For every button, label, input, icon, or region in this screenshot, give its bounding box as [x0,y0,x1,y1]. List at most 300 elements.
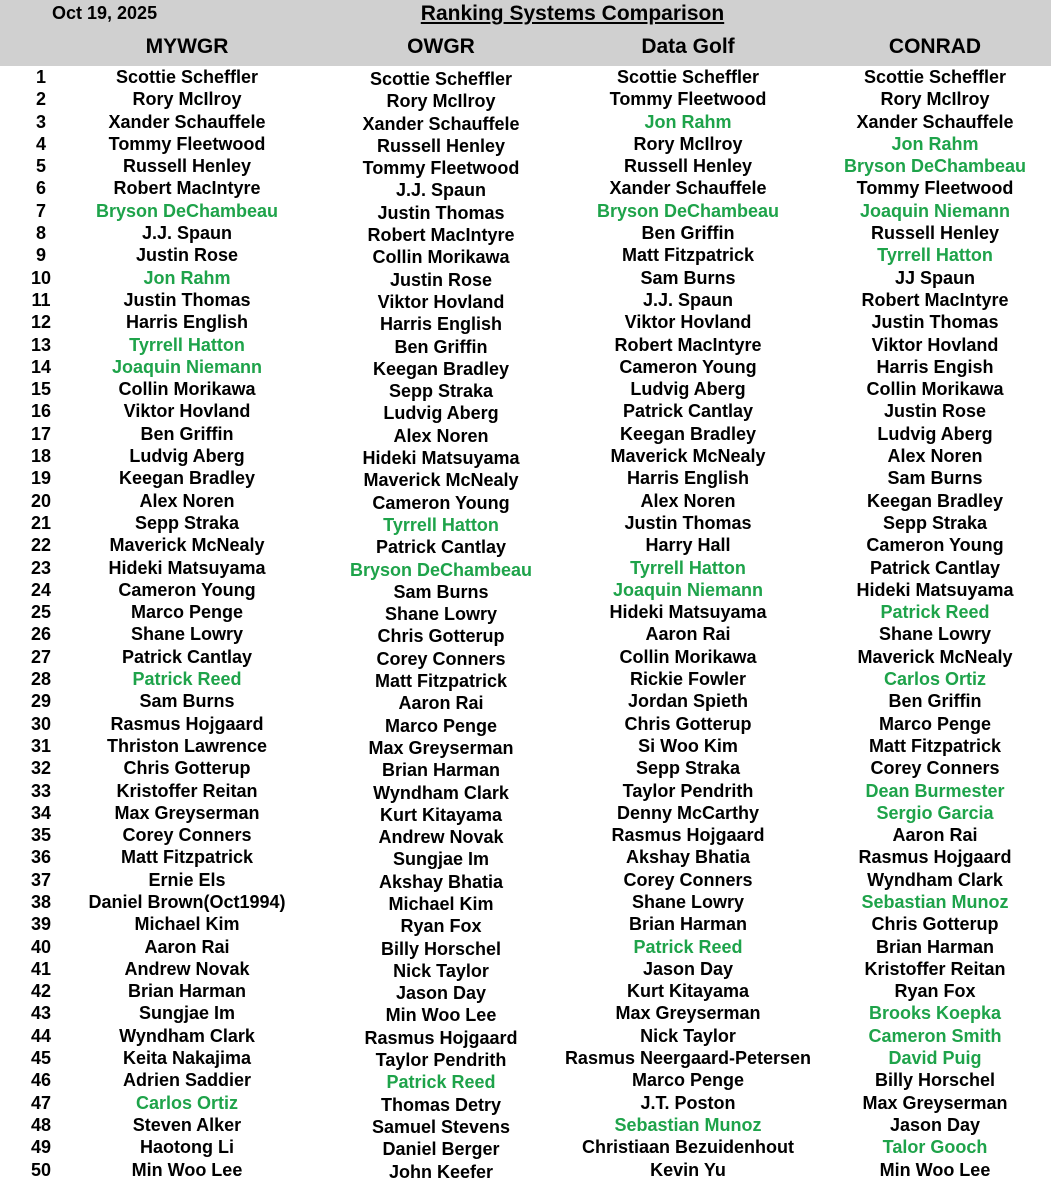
table-row [0,1025,1051,1047]
rank-number: 3 [35,111,46,132]
owgr-player-name: Akshay Bhatia [378,871,504,892]
datagolf-player-name: Xander Schauffele [609,178,767,199]
owgr-player-name: Bryson DeChambeau [349,559,533,580]
mywgr-player-name: Sam Burns [139,691,235,712]
column-header-datagolf: Data Golf [641,35,735,58]
date-label: Oct 19, 2025 [52,3,158,23]
rank-number: 20 [30,490,52,511]
column-header-conrad: CONRAD [888,35,982,58]
table-row [0,735,1051,757]
datagolf-player-name: Tyrrell Hatton [630,557,746,578]
rank-number: 48 [30,1114,52,1135]
owgr-player-name: Thomas Detry [380,1094,502,1115]
owgr-player-name: Daniel Berger [382,1139,500,1160]
table-row [0,1069,1051,1091]
conrad-player-name: Brian Harman [875,936,995,957]
rank-number: 4 [35,133,46,154]
mywgr-player-name: Justin Rose [135,245,239,266]
owgr-player-name: Justin Thomas [377,202,505,223]
mywgr-player-name: Adrien Saddier [122,1070,252,1091]
rank-number: 40 [30,936,52,957]
owgr-player-name: Sungjae Im [392,849,490,870]
mywgr-player-name: Andrew Novak [124,958,250,979]
mywgr-player-name: Steven Alker [132,1114,242,1135]
conrad-player-name: Patrick Reed [880,602,990,623]
conrad-player-name: JJ Spaun [894,267,976,288]
datagolf-player-name: Hideki Matsuyama [609,602,767,623]
page-title: Ranking Systems Comparison [420,2,725,25]
owgr-player-name: Tommy Fleetwood [362,158,520,179]
conrad-player-name: Dean Burmester [865,780,1005,801]
datagolf-player-name: Christiaan Bezuidenhout [581,1137,795,1158]
owgr-player-name: Marco Penge [384,715,498,736]
table-row [0,1136,1051,1158]
conrad-player-name: Brooks Koepka [868,1003,1002,1024]
mywgr-player-name: Viktor Hovland [123,401,251,422]
datagolf-player-name: Justin Thomas [624,512,752,533]
conrad-player-name: Aaron Rai [892,825,978,846]
rank-number: 46 [30,1070,52,1091]
table-row [0,1092,1051,1114]
rank-number: 18 [30,446,52,467]
mywgr-player-name: Michael Kim [134,914,240,935]
mywgr-player-name: Tyrrell Hatton [129,334,245,355]
datagolf-player-name: Kurt Kitayama [626,981,750,1002]
rank-number: 35 [30,825,52,846]
rank-number: 32 [30,758,52,779]
mywgr-player-name: Harris English [125,312,249,333]
datagolf-player-name: Denny McCarthy [616,802,760,823]
owgr-player-name: Kurt Kitayama [379,804,503,825]
owgr-player-name: Xander Schauffele [362,113,520,134]
table-row [0,824,1051,846]
table-row [0,557,1051,579]
conrad-player-name: Sepp Straka [882,512,988,533]
mywgr-player-name: Rasmus Hojgaard [110,713,264,734]
owgr-player-name: Patrick Cantlay [375,537,507,558]
conrad-player-name: Rory McIlroy [880,89,990,110]
table-row [0,88,1051,110]
conrad-player-name: Justin Thomas [871,312,999,333]
rank-number: 42 [30,981,52,1002]
table-row [0,1114,1051,1136]
conrad-player-name: Chris Gotterup [871,914,999,935]
conrad-player-name: Sergio Garcia [876,802,994,823]
datagolf-player-name: Viktor Hovland [624,312,752,333]
owgr-player-name: John Keefer [388,1161,494,1182]
rank-number: 11 [31,289,51,310]
datagolf-player-name: Si Woo Kim [638,735,738,756]
owgr-player-name: Justin Rose [389,269,493,290]
table-row [0,200,1051,222]
mywgr-player-name: Xander Schauffele [108,111,266,132]
datagolf-player-name: Brian Harman [628,914,748,935]
conrad-player-name: Sebastian Munoz [861,891,1009,912]
mywgr-player-name: Joaquin Niemann [111,356,263,377]
conrad-player-name: Viktor Hovland [871,334,999,355]
datagolf-player-name: Rickie Fowler [629,669,747,690]
table-row [0,802,1051,824]
owgr-player-name: Taylor Pendrith [375,1050,507,1071]
table-row [0,913,1051,935]
datagolf-player-name: Joaquin Niemann [612,579,764,600]
datagolf-player-name: Taylor Pendrith [622,780,754,801]
rank-number: 43 [30,1003,52,1024]
table-row [0,1159,1051,1181]
conrad-player-name: Collin Morikawa [866,379,1004,400]
datagolf-player-name: Bryson DeChambeau [596,200,780,221]
mywgr-player-name: Ernie Els [148,869,226,890]
conrad-player-name: Keegan Bradley [866,490,1004,511]
datagolf-player-name: Jordan Spieth [627,691,749,712]
column-header-owgr: OWGR [407,35,475,58]
rank-number: 12 [30,312,52,333]
conrad-player-name: Russell Henley [870,223,1000,244]
owgr-player-name: J.J. Spaun [395,180,487,201]
owgr-player-name: Michael Kim [388,893,494,914]
table-row [0,133,1051,155]
conrad-player-name: Talor Gooch [882,1137,988,1158]
table-row [0,1047,1051,1069]
table-row [0,936,1051,958]
conrad-player-name: Harris Engish [876,356,994,377]
conrad-player-name: Ryan Fox [894,981,976,1002]
table-row [0,757,1051,779]
datagolf-player-name: Shane Lowry [631,891,745,912]
table-row [0,579,1051,601]
conrad-player-name: Robert MacIntyre [861,289,1009,310]
table-row [0,177,1051,199]
table-row [0,356,1051,378]
mywgr-player-name: Thriston Lawrence [106,735,268,756]
table-row [0,467,1051,489]
owgr-player-name: Min Woo Lee [385,1005,497,1026]
rank-number: 49 [30,1137,52,1158]
mywgr-player-name: J.J. Spaun [141,223,233,244]
conrad-player-name: Alex Noren [887,446,983,467]
table-row [0,311,1051,333]
owgr-player-name: Viktor Hovland [377,291,505,312]
rank-number: 34 [30,802,52,823]
datagolf-player-name: Collin Morikawa [619,646,757,667]
datagolf-player-name: Sam Burns [640,267,736,288]
table-row [0,490,1051,512]
table-row [0,869,1051,891]
owgr-player-name: Sepp Straka [388,381,494,402]
table-row [0,445,1051,467]
rank-number: 9 [35,245,46,266]
owgr-player-name: Ryan Fox [400,916,482,937]
conrad-player-name: Jason Day [889,1114,981,1135]
mywgr-player-name: Ben Griffin [140,423,234,444]
rank-number: 8 [35,223,46,244]
table-row [0,400,1051,422]
conrad-player-name: Cameron Young [866,535,1004,556]
table-row [0,334,1051,356]
conrad-player-name: Shane Lowry [878,624,992,645]
datagolf-player-name: Jason Day [642,958,734,979]
mywgr-player-name: Ludvig Aberg [129,446,245,467]
table-row [0,891,1051,913]
rank-number: 41 [30,958,52,979]
datagolf-player-name: Alex Noren [640,490,736,511]
mywgr-player-name: Aaron Rai [144,936,230,957]
table-row [0,846,1051,868]
mywgr-player-name: Justin Thomas [123,289,251,310]
datagolf-player-name: Matt Fitzpatrick [621,245,755,266]
rank-number: 15 [30,379,52,400]
table-row [0,512,1051,534]
table-row [0,601,1051,623]
rank-number: 47 [30,1092,52,1113]
mywgr-player-name: Chris Gotterup [123,758,251,779]
table-row [0,244,1051,266]
datagolf-player-name: Jon Rahm [644,111,732,132]
conrad-player-name: Kristoffer Reitan [864,958,1006,979]
mywgr-player-name: Patrick Cantlay [121,646,253,667]
owgr-player-name: Billy Horschel [380,938,502,959]
table-row [0,66,1051,88]
mywgr-player-name: Min Woo Lee [131,1159,243,1180]
conrad-player-name: Min Woo Lee [879,1159,991,1180]
datagolf-player-name: Maverick McNealy [610,446,766,467]
mywgr-player-name: Shane Lowry [130,624,244,645]
mywgr-player-name: Matt Fitzpatrick [120,847,254,868]
conrad-player-name: Hideki Matsuyama [856,579,1014,600]
mywgr-player-name: Maverick McNealy [109,535,265,556]
table-row [0,980,1051,1002]
datagolf-player-name: Chris Gotterup [624,713,752,734]
mywgr-player-name: Cameron Young [118,579,256,600]
owgr-player-name: Tyrrell Hatton [383,514,499,535]
ranking-table [0,66,1051,1181]
conrad-player-name: Max Greyserman [862,1092,1008,1113]
mywgr-player-name: Bryson DeChambeau [95,200,279,221]
datagolf-player-name: Ludvig Aberg [630,379,746,400]
owgr-player-name: Hideki Matsuyama [362,448,520,469]
conrad-player-name: Jon Rahm [891,133,979,154]
owgr-player-name: Keegan Bradley [372,358,510,379]
rank-number: 5 [35,156,46,177]
owgr-player-name: Maverick McNealy [363,470,519,491]
conrad-player-name: Billy Horschel [874,1070,996,1091]
mywgr-player-name: Scottie Scheffler [115,67,259,87]
conrad-player-name: Marco Penge [878,713,992,734]
rank-number: 37 [30,869,52,890]
mywgr-player-name: Corey Conners [122,825,252,846]
datagolf-player-name: J.T. Poston [640,1092,736,1113]
datagolf-player-name: Marco Penge [631,1070,745,1091]
table-row [0,222,1051,244]
table-row [0,780,1051,802]
datagolf-player-name: Rasmus Hojgaard [611,825,765,846]
table-row [0,958,1051,980]
datagolf-player-name: Akshay Bhatia [625,847,751,868]
owgr-player-name: Nick Taylor [393,960,489,981]
rank-number: 13 [30,334,52,355]
conrad-player-name: Ben Griffin [888,691,982,712]
table-row [0,289,1051,311]
table-row [0,646,1051,668]
rank-number: 2 [35,89,46,110]
owgr-player-name: Robert MacIntyre [367,225,515,246]
mywgr-player-name: Rory McIlroy [132,89,242,110]
owgr-player-name: Wyndham Clark [373,782,509,803]
datagolf-player-name: Sebastian Munoz [614,1114,762,1135]
mywgr-player-name: Brian Harman [127,981,247,1002]
owgr-player-name: Scottie Scheffler [369,69,513,89]
table-row [0,378,1051,400]
datagolf-player-name: J.J. Spaun [642,289,734,310]
table-row [0,623,1051,645]
rank-number: 1 [35,67,46,87]
datagolf-player-name: Rory McIlroy [633,133,743,154]
mywgr-player-name: Keegan Bradley [118,468,256,489]
mywgr-player-name: Hideki Matsuyama [108,557,266,578]
owgr-player-name: Cameron Young [372,492,510,513]
datagolf-player-name: Max Greyserman [615,1003,761,1024]
owgr-player-name: Rory McIlroy [386,91,496,112]
rank-number: 17 [30,423,52,444]
mywgr-player-name: Jon Rahm [143,267,231,288]
rank-number: 45 [30,1048,52,1069]
conrad-player-name: Rasmus Hojgaard [858,847,1012,868]
mywgr-player-name: Tommy Fleetwood [108,133,266,154]
table-row [0,713,1051,735]
rank-number: 44 [30,1025,52,1046]
rank-number: 6 [35,178,46,199]
mywgr-player-name: Patrick Reed [132,669,242,690]
rank-number: 19 [30,468,52,489]
rank-number: 7 [35,200,46,221]
datagolf-player-name: Nick Taylor [640,1025,736,1046]
owgr-player-name: Alex Noren [393,425,489,446]
owgr-player-name: Samuel Stevens [371,1116,511,1137]
mywgr-player-name: Max Greyserman [114,802,260,823]
owgr-player-name: Corey Conners [376,648,506,669]
conrad-player-name: Maverick McNealy [857,646,1013,667]
owgr-player-name: Rasmus Hojgaard [364,1027,518,1048]
mywgr-player-name: Kristoffer Reitan [116,780,258,801]
conrad-player-name: Tyrrell Hatton [877,245,993,266]
datagolf-player-name: Kevin Yu [650,1159,726,1180]
conrad-player-name: Justin Rose [883,401,987,422]
table-row [0,111,1051,133]
conrad-player-name: Bryson DeChambeau [843,156,1027,177]
mywgr-player-name: Robert MacIntyre [113,178,261,199]
datagolf-player-name: Keegan Bradley [619,423,757,444]
owgr-player-name: Collin Morikawa [372,247,510,268]
datagolf-player-name: Patrick Reed [633,936,743,957]
rank-number: 22 [30,535,52,556]
owgr-player-name: Max Greyserman [368,737,514,758]
table-row [0,267,1051,289]
owgr-player-name: Ludvig Aberg [383,403,499,424]
datagolf-player-name: Scottie Scheffler [616,67,760,87]
mywgr-player-name: Russell Henley [122,156,252,177]
rank-number: 30 [30,713,52,734]
conrad-player-name: Carlos Ortiz [883,669,987,690]
conrad-player-name: Scottie Scheffler [863,67,1007,87]
table-row [0,1002,1051,1024]
datagolf-player-name: Rasmus Neergaard-Petersen [564,1048,812,1069]
conrad-player-name: Sam Burns [887,468,983,489]
conrad-player-name: Joaquin Niemann [859,200,1011,221]
rank-number: 39 [30,914,52,935]
conrad-player-name: Matt Fitzpatrick [868,735,1002,756]
owgr-player-name: Ben Griffin [394,336,488,357]
owgr-player-name: Russell Henley [376,135,506,156]
datagolf-player-name: Sepp Straka [635,758,741,779]
rank-number: 25 [30,602,52,623]
rank-number: 10 [30,267,52,288]
rank-number: 27 [30,646,52,667]
rank-number: 23 [30,557,52,578]
rank-number: 16 [30,401,52,422]
owgr-player-name: Chris Gotterup [377,626,505,647]
mywgr-player-name: Carlos Ortiz [135,1092,239,1113]
rank-number: 33 [30,780,52,801]
mywgr-player-name: Sungjae Im [138,1003,236,1024]
column-header-mywgr: MYWGR [145,35,229,58]
conrad-player-name: Tommy Fleetwood [856,178,1014,199]
conrad-player-name: Corey Conners [870,758,1000,779]
mywgr-player-name: Alex Noren [139,490,235,511]
table-row [0,155,1051,177]
rank-number: 24 [30,579,52,600]
conrad-player-name: Ludvig Aberg [877,423,993,444]
rank-number: 38 [30,891,52,912]
owgr-player-name: Shane Lowry [384,604,498,625]
rank-number: 50 [30,1159,52,1180]
datagolf-player-name: Robert MacIntyre [614,334,762,355]
owgr-player-name: Sam Burns [393,581,489,602]
rank-number: 28 [30,669,52,690]
table-row [0,534,1051,556]
table-row [0,690,1051,712]
mywgr-player-name: Collin Morikawa [118,379,256,400]
conrad-player-name: Xander Schauffele [856,111,1014,132]
owgr-player-name: Harris English [379,314,503,335]
rank-number: 14 [30,356,52,377]
datagolf-player-name: Corey Conners [623,869,753,890]
mywgr-player-name: Haotong Li [140,1137,234,1158]
rank-number: 31 [30,735,52,756]
conrad-player-name: Wyndham Clark [867,869,1003,890]
mywgr-player-name: Sepp Straka [134,512,240,533]
mywgr-player-name: Daniel Brown(Oct1994) [88,891,286,912]
datagolf-player-name: Ben Griffin [641,223,735,244]
table-row [0,668,1051,690]
conrad-player-name: Patrick Cantlay [869,557,1001,578]
rank-number: 29 [30,691,52,712]
mywgr-player-name: Keita Nakajima [122,1048,252,1069]
owgr-player-name: Brian Harman [381,760,501,781]
owgr-player-name: Andrew Novak [378,827,504,848]
owgr-player-name: Jason Day [395,983,487,1004]
datagolf-player-name: Russell Henley [623,156,753,177]
owgr-player-name: Aaron Rai [398,693,484,714]
datagolf-player-name: Aaron Rai [645,624,731,645]
owgr-player-name: Matt Fitzpatrick [374,671,508,692]
datagolf-player-name: Patrick Cantlay [622,401,754,422]
mywgr-player-name: Marco Penge [130,602,244,623]
conrad-player-name: David Puig [888,1048,982,1069]
datagolf-player-name: Harris English [626,468,750,489]
table-row [0,423,1051,445]
owgr-player-name: Patrick Reed [386,1072,496,1093]
mywgr-player-name: Wyndham Clark [119,1025,255,1046]
